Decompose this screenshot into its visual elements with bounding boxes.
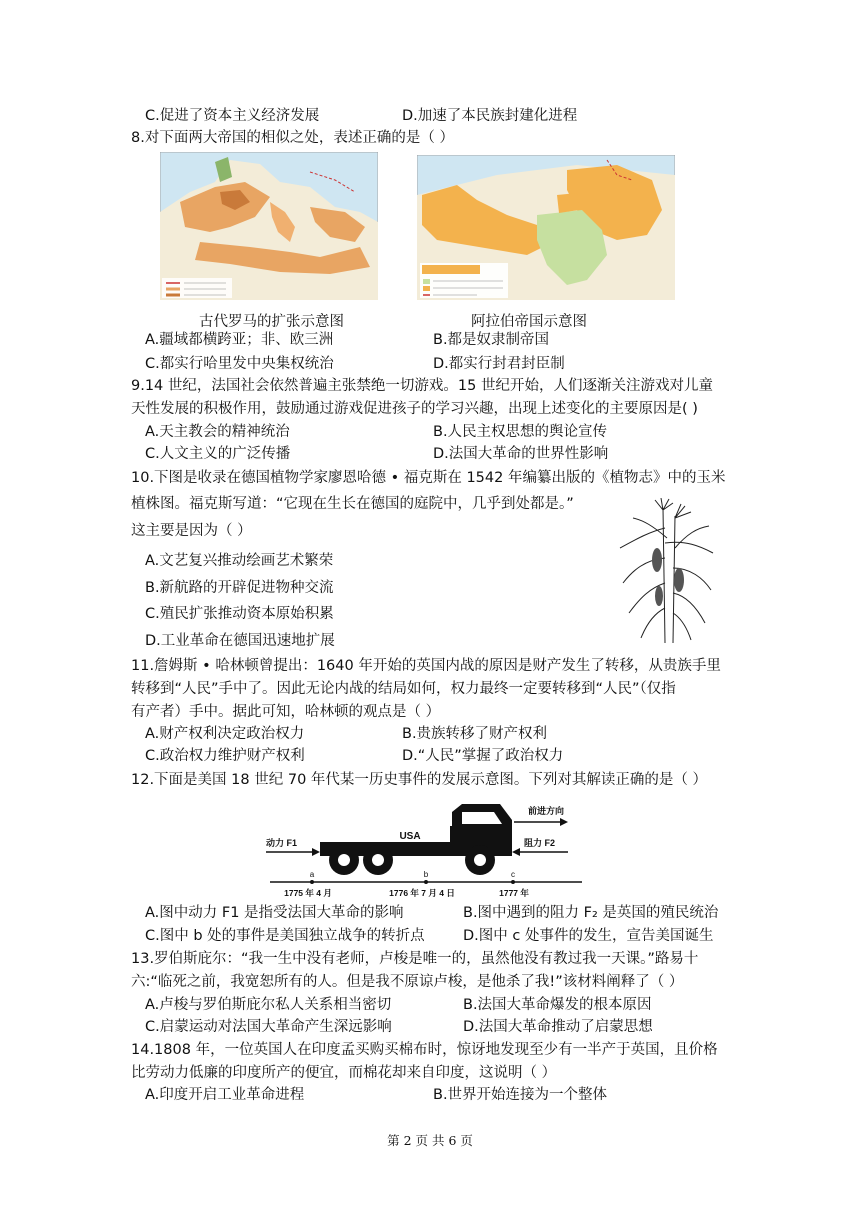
date-c-label: 1777 年	[499, 888, 529, 898]
q10-option-d: D.工业革命在德国迅速地扩展	[145, 633, 335, 649]
q8-option-c: C.都实行哈里发中央集权统治	[145, 356, 334, 372]
q9-stem-line1: 9.14 世纪，法国社会依然普遍主张禁绝一切游戏。15 世纪开始，人们逐渐关注游戏对儿童	[131, 378, 713, 394]
point-c-label: c	[511, 870, 515, 879]
point-a-label: a	[309, 870, 315, 879]
q9-option-a: A.天主教会的精神统治	[145, 424, 290, 440]
arab-empire-map	[417, 155, 675, 300]
force-f1-arrow-icon	[312, 848, 320, 856]
q11-stem-line2: 转移到“人民”手中了。因此无论内战的结局如何，权力最终一定要转移到“人民”（仅指	[131, 681, 676, 697]
q11-option-d: D.“人民”掌握了政治权力	[402, 748, 564, 764]
date-a-label: 1775 年 4 月	[284, 888, 332, 898]
q12-option-d: D.图中 c 处事件的发生，宣告美国诞生	[463, 928, 714, 944]
forward-arrow-icon	[560, 818, 568, 826]
date-b-label: 1776 年 7 月 4 日	[389, 888, 455, 898]
corn-plant-illustration	[615, 498, 715, 644]
q12-option-c: C.图中 b 处的事件是美国独立战争的转折点	[145, 928, 425, 944]
q14-option-a: A.印度开启工业革命进程	[145, 1087, 305, 1103]
q7-option-d: D.加速了本民族封建化进程	[402, 108, 578, 124]
q12-option-a: A.图中动力 F1 是指受法国大革命的影响	[145, 905, 404, 921]
q10-stem-line2: 植株图。福克斯写道：“它现在生长在德国的庭院中，几乎到处都是。”	[131, 496, 574, 512]
q9-option-c: C.人文主义的广泛传播	[145, 446, 291, 462]
q10-stem-line3: 这主要是因为（ ）	[131, 523, 252, 539]
q8-option-a: A.疆域都横跨亚；非、欧三洲	[145, 332, 334, 348]
q8-left-caption: 古代罗马的扩张示意图	[199, 314, 344, 330]
q9-option-b: B.人民主权思想的舆论宣传	[433, 424, 608, 440]
q10-option-b: B.新航路的开辟促进物种交流	[145, 580, 334, 596]
q11-option-b: B.贵族转移了财产权利	[402, 726, 548, 742]
truck-usa-label: USA	[399, 831, 421, 842]
q13-option-c: C.启蒙运动对法国大革命产生深远影响	[145, 1019, 392, 1035]
q11-stem-line3: 有产者）手中。据此可知，哈林顿的观点是（ ）	[131, 704, 441, 720]
q13-stem-line1: 13.罗伯斯庇尔：“我一生中没有老师，卢梭是唯一的，虽然他没有教过我一天课。”路易十	[131, 951, 699, 967]
point-b-label: b	[423, 870, 429, 879]
q11-option-c: C.政治权力维护财产权利	[145, 748, 305, 764]
force-f2-arrow-icon	[512, 848, 520, 856]
q11-option-a: A.财产权利决定政治权力	[145, 726, 305, 742]
q13-option-d: D.法国大革命推动了启蒙思想	[463, 1019, 653, 1035]
q7-option-c: C.促进了资本主义经济发展	[145, 108, 320, 124]
q13-stem-line2: 六:“临死之前，我宽恕所有的人。但是我不原谅卢梭，是他杀了我!”该材料阐释了（ ）	[131, 974, 684, 990]
q8-option-b: B.都是奴隶制帝国	[433, 332, 550, 348]
q13-option-a: A.卢梭与罗伯斯庇尔私人关系相当密切	[145, 997, 392, 1013]
q10-option-c: C.殖民扩张推动资本原始积累	[145, 606, 334, 622]
q14-stem-line2: 比劳动力低廉的印度所产的便宜，而棉花却来自印度，这说明（ ）	[131, 1065, 557, 1081]
force-f1-label: 动力 F1	[266, 838, 298, 848]
q11-stem-line1: 11.詹姆斯 • 哈林顿曾提出：1640 年开始的英国内战的原因是财产发生了转移，从贵族手里	[131, 658, 721, 674]
q9-stem-line2: 天性发展的积极作用，鼓励通过游戏促进孩子的学习兴趣，出现上述变化的主要原因是( )	[131, 401, 698, 417]
q8-right-caption: 阿拉伯帝国示意图	[471, 314, 587, 330]
q13-option-b: B.法国大革命爆发的根本原因	[463, 997, 652, 1013]
roman-expansion-map	[160, 152, 378, 300]
forward-direction-label: 前进方向	[528, 806, 565, 816]
american-independence-truck-diagram	[262, 790, 590, 900]
q12-option-b: B.图中遇到的阻力 F₂ 是英国的殖民统治	[463, 905, 719, 921]
q14-option-b: B.世界开始连接为一个整体	[433, 1087, 608, 1103]
q12-stem: 12.下面是美国 18 世纪 70 年代某一历史事件的发展示意图。下列对其解读正确的是（ ）	[131, 772, 708, 788]
q10-option-a: A.文艺复兴推动绘画艺术繁荣	[145, 553, 334, 569]
q8-option-d: D.都实行封君封臣制	[433, 356, 565, 372]
q9-option-d: D.法国大革命的世界性影响	[433, 446, 609, 462]
force-f2-label: 阻力 F2	[524, 838, 556, 848]
q8-stem: 8.对下面两大帝国的相似之处，表述正确的是（ ）	[131, 130, 454, 146]
q10-stem-line1: 10.下图是收录在德国植物学家廖恩哈德 • 福克斯在 1542 年编纂出版的《植物志》中的玉米	[131, 470, 726, 486]
q14-stem-line1: 14.1808 年，一位英国人在印度孟买购买棉布时，惊讶地发现至少有一半产于英国，且价格	[131, 1042, 718, 1058]
page-footer: 第 2 页 共 6 页	[387, 1133, 473, 1148]
